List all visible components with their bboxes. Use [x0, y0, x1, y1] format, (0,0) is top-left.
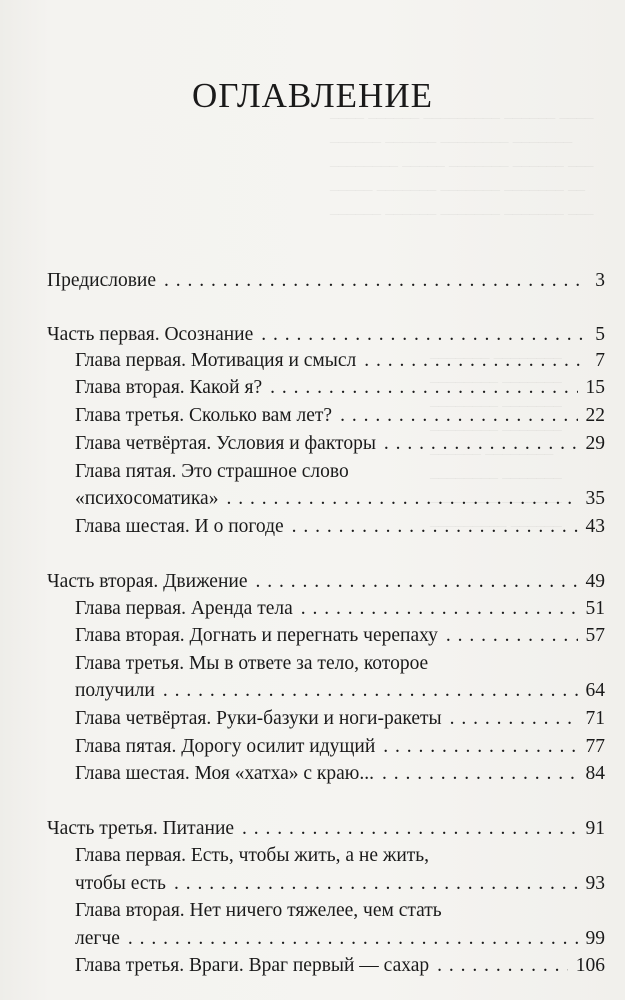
toc-entry-text: Глава третья. Сколько вам лет?	[75, 405, 333, 426]
toc-entry-continuation: «психосоматика»	[75, 488, 219, 509]
toc-entry-text: Глава пятая. Это страшное слово	[75, 461, 349, 482]
toc-entry-chapter[interactable]	[75, 623, 605, 649]
dot-leader	[340, 403, 577, 429]
toc-entry-text: Глава первая. Аренда тела	[75, 598, 293, 619]
page-title: ОГЛАВЛЕНИЕ	[192, 76, 433, 115]
dot-leader	[446, 623, 578, 649]
toc-entry-continuation: получили	[75, 680, 155, 701]
dot-leader	[301, 596, 578, 622]
dot-leader	[255, 569, 577, 595]
toc-page-number: 106	[575, 955, 605, 976]
toc-entry-text: Глава вторая. Какой я?	[75, 377, 263, 398]
toc-entry-part-three[interactable]	[47, 816, 605, 842]
toc-entry-chapter-first-line[interactable]	[75, 843, 605, 869]
toc-entry-chapter[interactable]	[75, 734, 605, 760]
dot-leader	[382, 761, 578, 787]
toc-page-number: 5	[595, 324, 605, 345]
dot-leader	[128, 926, 578, 952]
toc-entry-text: Предисловие	[47, 270, 157, 291]
bleed-through-texture: _______ ________ ________ _______ ________ _______ ________ _______ ______ ________ ________ _______ ________ _______ _________ ______	[430, 342, 562, 529]
dot-leader	[384, 431, 578, 457]
toc-entry-chapter-first-line[interactable]	[75, 459, 605, 485]
toc-entry-continuation: легче	[75, 928, 120, 949]
toc-page-number: 15	[585, 377, 605, 398]
toc-page-number: 71	[585, 708, 605, 729]
dot-leader	[261, 322, 587, 348]
toc-page-number: 99	[585, 928, 605, 949]
toc-entry-chapter[interactable]	[75, 596, 605, 622]
toc-page-number: 29	[585, 433, 605, 454]
toc-entry-text: Глава вторая. Догнать и перегнать черепаху	[75, 625, 438, 646]
dot-leader	[364, 348, 587, 374]
toc-entry-text: Глава четвёртая. Руки-базуки и ноги-ракеты	[75, 708, 442, 729]
toc-entry-continuation: чтобы есть	[75, 873, 166, 894]
toc-entry-text: Глава первая. Есть, чтобы жить, а не жить,	[75, 845, 430, 866]
toc-page-number: 84	[585, 763, 605, 784]
toc-entry-chapter[interactable]	[75, 706, 605, 732]
toc-page-number: 64	[585, 680, 605, 701]
toc-page-number: 57	[585, 625, 605, 646]
toc-entry-chapter-first-line[interactable]	[75, 898, 605, 924]
toc-page-number: 35	[585, 488, 605, 509]
toc-page-number: 91	[585, 818, 605, 839]
toc-entry-text: Глава четвёртая. Условия и факторы	[75, 433, 376, 454]
toc-page-number: 77	[585, 736, 605, 757]
toc-page-number: 3	[595, 270, 605, 291]
toc-entry-chapter[interactable]	[75, 403, 605, 429]
toc-page-number: 22	[585, 405, 605, 426]
toc-entry-text: Часть вторая. Движение	[47, 571, 248, 592]
toc-entry-chapter[interactable]	[75, 678, 605, 704]
toc-entry-text: Часть третья. Питание	[47, 818, 235, 839]
dot-leader	[226, 486, 577, 512]
toc-entry-text: Глава первая. Мотивация и смысл	[75, 350, 357, 371]
toc-entry-preface[interactable]	[47, 268, 605, 294]
dot-leader	[242, 816, 577, 842]
toc-entry-chapter[interactable]	[75, 871, 605, 897]
toc-entry-text: Глава вторая. Нет ничего тяжелее, чем стать	[75, 900, 442, 921]
dot-leader	[163, 678, 578, 704]
dot-leader	[164, 268, 587, 294]
toc-page-number: 49	[585, 571, 605, 592]
toc-entry-text: Глава третья. Враги. Враг первый — сахар	[75, 955, 430, 976]
toc-entry-chapter[interactable]	[75, 375, 605, 401]
toc-entry-chapter[interactable]	[75, 486, 605, 512]
dot-leader	[292, 514, 578, 540]
toc-entry-text: Глава шестая. Моя «хатха» с краю...	[75, 763, 374, 784]
dot-leader	[174, 871, 578, 897]
toc-page-number: 93	[585, 873, 605, 894]
toc-page-number: 7	[595, 350, 605, 371]
toc-page-number: 43	[585, 516, 605, 537]
dot-leader	[383, 734, 577, 760]
dot-leader	[270, 375, 577, 401]
toc-entry-text: Часть первая. Осознание	[47, 324, 254, 345]
dot-leader	[437, 953, 568, 979]
toc-entry-chapter[interactable]	[75, 431, 605, 457]
dot-leader	[450, 706, 578, 732]
toc-entry-chapter[interactable]	[75, 348, 605, 374]
bleed-through-texture: ____ ______ _________ ______ ____ ______ ______ ________ _______ ________ _____ _______ ______ ___ _____ _______ _______ _______ __ ______ ______ _______ _______ ___	[330, 102, 594, 217]
toc-entry-chapter[interactable]	[75, 761, 605, 787]
toc-page-number: 51	[585, 598, 605, 619]
toc-entry-part-two[interactable]	[47, 569, 605, 595]
toc-entry-text: Глава шестая. И о погоде	[75, 516, 284, 537]
toc-entry-chapter[interactable]	[75, 514, 605, 540]
toc-entry-chapter-first-line[interactable]	[75, 651, 605, 677]
toc-entry-text: Глава пятая. Дорогу осилит идущий	[75, 736, 376, 757]
toc-entry-text: Глава третья. Мы в ответе за тело, которое	[75, 653, 429, 674]
toc-entry-chapter[interactable]	[75, 926, 605, 952]
toc-entry-part-one[interactable]	[47, 322, 605, 348]
toc-entry-chapter[interactable]	[75, 953, 605, 979]
